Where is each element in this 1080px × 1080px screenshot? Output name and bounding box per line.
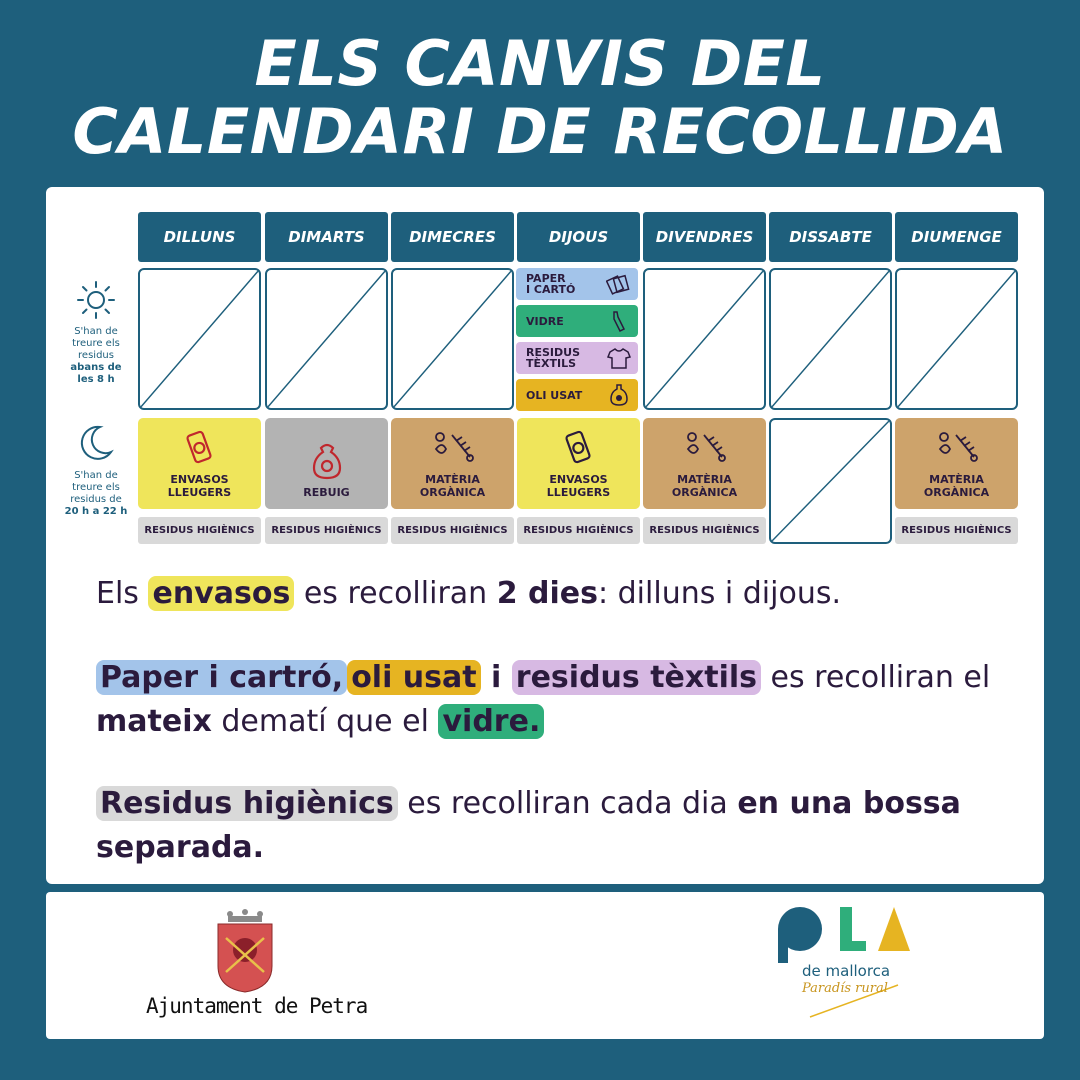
info-higienics: Residus higiènics es recolliran cada dia en una bossa separada. bbox=[96, 786, 961, 865]
day-header-dissabte: DISSABTE bbox=[769, 212, 892, 262]
higienics-diumenge: RESIDUS HIGIÈNICS bbox=[895, 517, 1018, 544]
day-header-dilluns: DILLUNS bbox=[138, 212, 261, 262]
evening-cell-dimarts: REBUIG bbox=[265, 418, 388, 509]
page-title bbox=[0, 27, 1080, 168]
day-header-dijous: DIJOUS bbox=[517, 212, 640, 262]
title-line-2: CALENDARI DE RECOLLIDA bbox=[72, 95, 1008, 168]
trash-bag-icon bbox=[304, 440, 350, 480]
higienics-dimecres: RESIDUS HIGIÈNICS bbox=[391, 517, 514, 544]
chip-paper: PAPER I CARTÓ bbox=[516, 268, 638, 300]
can-icon bbox=[177, 427, 223, 467]
moon-icon bbox=[78, 424, 114, 462]
morning-cell-dimecres bbox=[391, 268, 514, 410]
evening-cell-dijous: ENVASOS LLEUGERS bbox=[517, 418, 640, 509]
paper-icon bbox=[606, 272, 632, 296]
info-envasos: Els envasos es recolliran 2 dies: dilluns i dijous. bbox=[96, 576, 842, 611]
day-header-dimarts: DIMARTS bbox=[265, 212, 388, 262]
tshirt-icon bbox=[606, 346, 632, 370]
evening-cell-dimecres: MATÈRIA ORGÀNICA bbox=[391, 418, 514, 509]
evening-cell-divendres: MATÈRIA ORGÀNICA bbox=[643, 418, 766, 509]
info-paper-oli-textils: Paper i cartró, oli usat i residus tèxtils es recolliran el mateix dematí que el vidre. bbox=[96, 660, 991, 739]
chip-textils: RESIDUS TÈXTILS bbox=[516, 342, 638, 374]
morning-note: S'han de treure els residus abans de les 8 h bbox=[70, 326, 122, 385]
morning-cell-dissabte bbox=[769, 268, 892, 410]
can-icon bbox=[556, 427, 602, 467]
evening-note: S'han de treure els residus de 20 h a 22 h bbox=[64, 470, 128, 517]
higienics-dimarts: RESIDUS HIGIÈNICS bbox=[265, 517, 388, 544]
morning-cell-dilluns bbox=[138, 268, 261, 410]
chip-oli: OLI USAT bbox=[516, 379, 638, 411]
higienics-divendres: RESIDUS HIGIÈNICS bbox=[643, 517, 766, 544]
day-header-diumenge: DIUMENGE bbox=[895, 212, 1018, 262]
evening-cell-dilluns: ENVASOS LLEUGERS bbox=[138, 418, 261, 509]
day-header-dimecres: DIMECRES bbox=[391, 212, 514, 262]
organic-icon bbox=[682, 427, 728, 467]
day-header-divendres: DIVENDRES bbox=[643, 212, 766, 262]
evening-cell-dissabte bbox=[769, 418, 892, 544]
organic-icon bbox=[934, 427, 980, 467]
oil-icon bbox=[606, 383, 632, 407]
organic-icon bbox=[430, 427, 476, 467]
petra-coat-of-arms-logo bbox=[212, 908, 278, 994]
petra-label: Ajuntament de Petra bbox=[146, 994, 368, 1018]
morning-cell-dimarts bbox=[265, 268, 388, 410]
evening-cell-diumenge: MATÈRIA ORGÀNICA bbox=[895, 418, 1018, 509]
pla-subtitle: de mallorca bbox=[802, 962, 891, 980]
morning-cell-divendres bbox=[643, 268, 766, 410]
higienics-dijous: RESIDUS HIGIÈNICS bbox=[517, 517, 640, 544]
higienics-dilluns: RESIDUS HIGIÈNICS bbox=[138, 517, 261, 544]
morning-cell-diumenge bbox=[895, 268, 1018, 410]
chip-vidre: VIDRE bbox=[516, 305, 638, 337]
title-line-1: ELS CANVIS DEL bbox=[254, 27, 826, 100]
bottle-icon bbox=[606, 309, 632, 333]
pla-tagline: Paradís rural bbox=[802, 981, 888, 996]
sun-icon bbox=[76, 280, 116, 320]
